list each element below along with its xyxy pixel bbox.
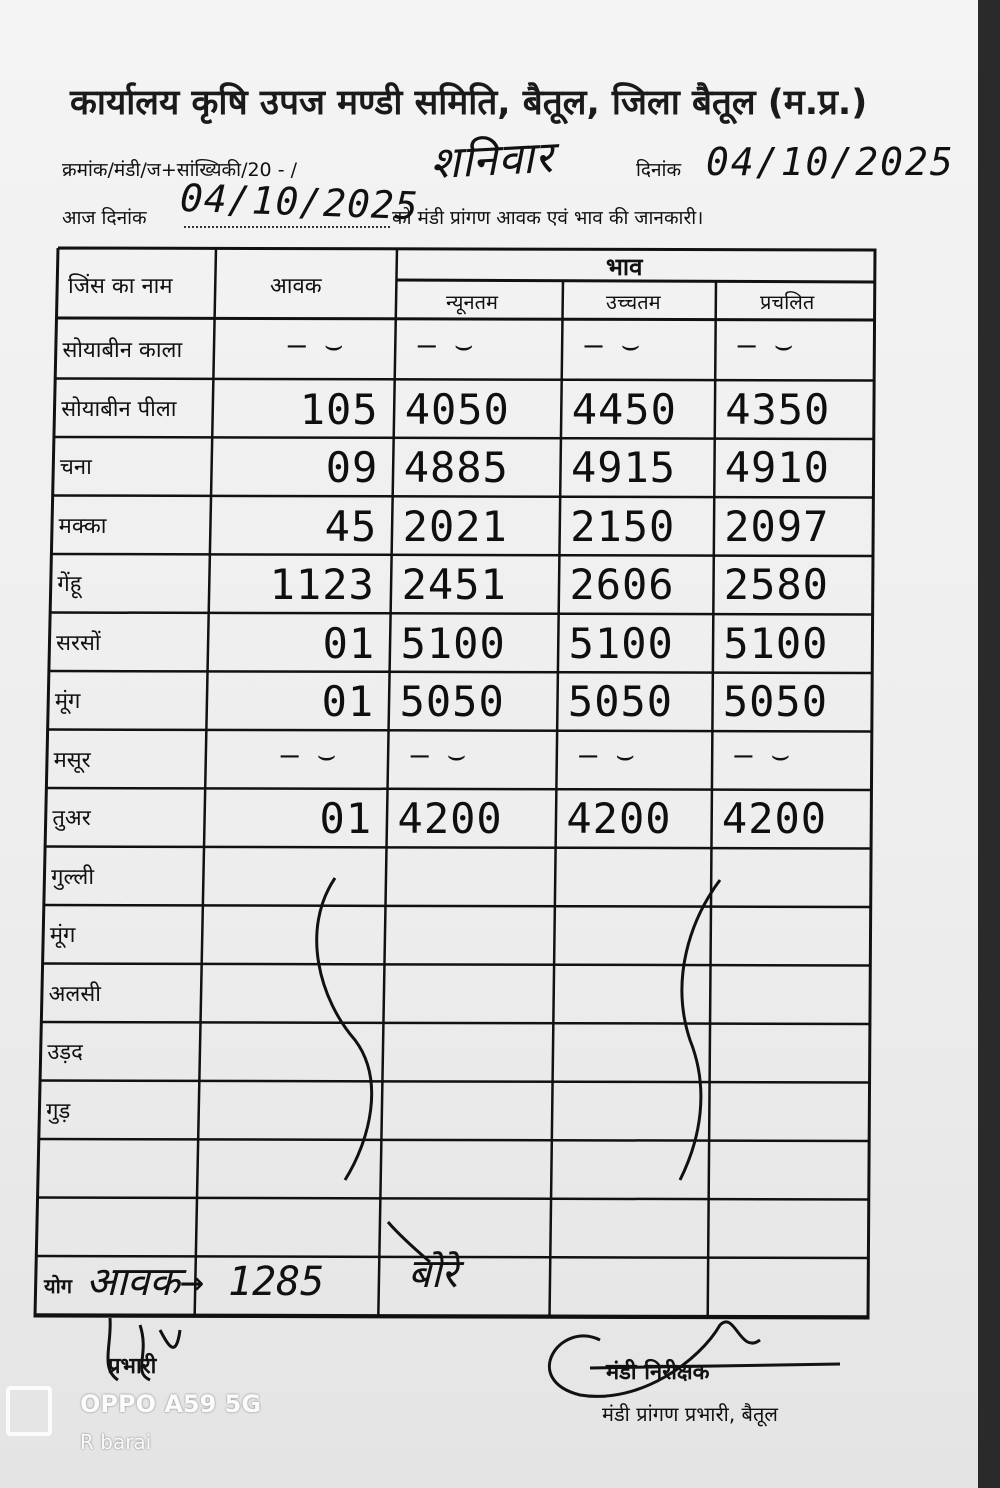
arrival-value: 09 <box>325 443 379 492</box>
max-price: — ⌣ <box>584 328 641 363</box>
modal-price: 4910 <box>724 443 830 492</box>
max-price: — ⌣ <box>579 737 636 773</box>
min-price: 2451 <box>401 560 507 609</box>
commodity-name: उड़द <box>47 1040 83 1065</box>
modal-price: — ⌣ <box>734 737 791 773</box>
intro-text: को मंडी प्रांगण आवक एवं भाव की जानकारी। <box>392 207 704 229</box>
min-price: — ⌣ <box>410 737 467 773</box>
max-price: 2606 <box>569 560 675 609</box>
arrival-value: — ⌣ <box>280 737 337 773</box>
arrival-value: 01 <box>322 618 376 668</box>
max-price: 4450 <box>571 384 677 434</box>
commodity-name: सरसों <box>56 630 101 656</box>
modal-price: 4200 <box>721 794 828 843</box>
arrival-value: 45 <box>324 501 378 551</box>
max-price: 5050 <box>567 677 674 726</box>
right-signatory-title: मंडी निरीक्षक <box>606 1360 710 1385</box>
handwritten-intro-date: 04/10/2025 <box>179 175 420 229</box>
header-max: उच्चतम <box>606 290 661 314</box>
camera-watermark-icon <box>6 1386 52 1436</box>
header-arrival: आवक <box>270 274 322 299</box>
watermark-brand: OPPO A59 5G <box>80 1390 262 1418</box>
modal-price: 5050 <box>722 677 829 726</box>
left-signatory-title: प्रभारी <box>108 1354 157 1379</box>
commodity-name: तुअर <box>52 806 91 831</box>
arrival-value: 1123 <box>269 560 375 609</box>
arrival-value: 105 <box>299 384 379 434</box>
commodity-name: मूंग <box>49 923 76 948</box>
right-signatory-subtitle: मंडी प्रांगण प्रभारी, बैतूल <box>602 1402 778 1426</box>
modal-price: 2580 <box>723 560 829 609</box>
date-label: दिनांक <box>636 159 682 181</box>
min-price: 2021 <box>402 501 508 551</box>
header-modal: प्रचलित <box>760 290 815 314</box>
handwritten-date: 04/10/2025 <box>706 140 955 184</box>
min-price: — ⌣ <box>417 328 474 363</box>
header-price-group: भाव <box>606 253 643 281</box>
min-price: 4050 <box>404 384 510 434</box>
arrival-value: — ⌣ <box>287 328 344 363</box>
handwritten-total-unit: बोरे <box>408 1251 458 1297</box>
commodity-name: गुड़ <box>46 1098 71 1124</box>
max-price: 2150 <box>570 501 676 551</box>
max-price: 5100 <box>568 618 674 668</box>
page-title: कार्यालय कृषि उपज मण्डी समिति, बैतूल, जिला बैतूल (म.प्र.) <box>70 83 868 123</box>
min-price: 5050 <box>399 677 505 726</box>
commodity-name: मक्का <box>58 513 107 539</box>
commodity-name: गुल्ली <box>51 864 95 890</box>
header-min: न्यूनतम <box>446 290 498 314</box>
commodity-name: सोयाबीन काला <box>62 338 183 363</box>
modal-price: 4350 <box>725 384 831 434</box>
commodity-name: चना <box>59 455 92 480</box>
total-label: योग <box>44 1274 73 1298</box>
modal-price: — ⌣ <box>737 328 794 363</box>
max-price: 4915 <box>570 443 677 492</box>
max-price: 4200 <box>566 794 672 843</box>
commodity-name: सोयाबीन पीला <box>61 396 177 422</box>
commodity-name: गेंहू <box>57 572 82 597</box>
header-commodity: जिंस का नाम <box>68 274 173 299</box>
intro-date-dotted-line <box>184 226 390 228</box>
handwritten-day: शनिवार <box>428 131 555 190</box>
min-price: 4200 <box>397 794 503 843</box>
min-price: 5100 <box>400 618 506 668</box>
reference-number-label: क्रमांक/मंडी/ज+सांख्यिकी/20 - / <box>62 159 297 181</box>
modal-price: 5100 <box>723 618 829 668</box>
background-edge <box>978 0 1000 1488</box>
arrival-value: 01 <box>319 794 373 843</box>
commodity-name: अलसी <box>48 981 101 1007</box>
arrival-value: 01 <box>321 677 375 726</box>
min-price: 4885 <box>403 443 509 492</box>
modal-price: 2097 <box>724 501 830 551</box>
intro-date-label: आज दिनांक <box>62 207 147 229</box>
commodity-name: मसूर <box>53 747 91 773</box>
commodity-name: मूंग <box>54 689 81 714</box>
watermark-user: R barai <box>80 1430 152 1454</box>
handwritten-total-arrival: आवक→ 1285 <box>86 1259 325 1305</box>
